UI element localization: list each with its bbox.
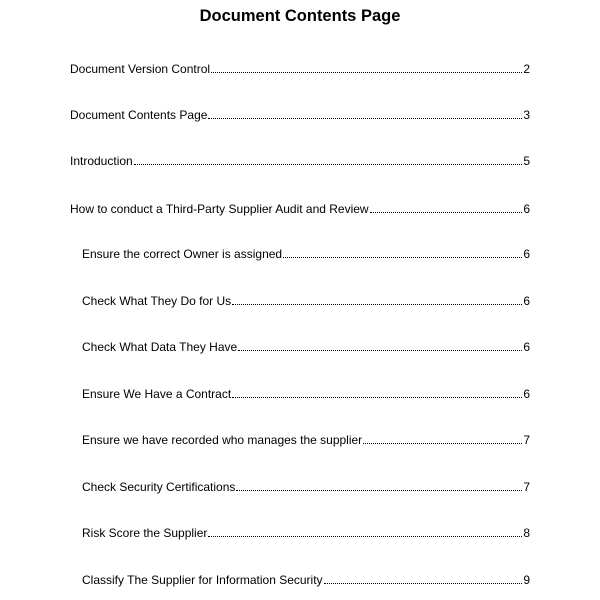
- toc-entry-page-number: 7: [523, 433, 530, 447]
- dot-leader: [232, 386, 522, 402]
- toc-entry-page-number: 3: [523, 108, 530, 122]
- toc-entry-label: Document Contents Page: [70, 108, 208, 122]
- dot-leader: [283, 246, 522, 262]
- dot-leader: [134, 153, 523, 169]
- toc-entry-label: Introduction: [70, 154, 133, 168]
- toc-entry-security-certifications[interactable]: [82, 479, 530, 495]
- toc-entry-document-contents-page[interactable]: [70, 107, 530, 123]
- page-title: Document Contents Page: [199, 7, 401, 25]
- dot-leader: [324, 572, 523, 588]
- toc-entry-page-number: 6: [523, 340, 530, 354]
- toc-entry-page-number: 6: [523, 247, 530, 261]
- toc-entry-what-they-do[interactable]: [82, 293, 530, 309]
- toc-entry-label: Classify The Supplier for Information Security: [82, 573, 323, 587]
- toc-entry-page-number: 6: [523, 294, 530, 308]
- toc-entry-what-data[interactable]: [82, 339, 530, 355]
- toc-entry-classify-supplier[interactable]: [82, 572, 530, 588]
- toc-entry-page-number: 5: [523, 154, 530, 168]
- dot-leader: [370, 201, 523, 217]
- toc-entry-page-number: 8: [523, 526, 530, 540]
- toc-entry-label: Check What They Do for Us: [82, 294, 232, 308]
- toc-entry-label: Ensure we have recorded who manages the supplier: [82, 433, 363, 447]
- toc-entry-page-number: 7: [523, 480, 530, 494]
- toc-entry-page-number: 6: [523, 202, 530, 216]
- toc-entry-label: Ensure the correct Owner is assigned: [82, 247, 283, 261]
- toc-entry-document-version-control[interactable]: [70, 61, 530, 77]
- dot-leader: [238, 339, 522, 355]
- toc-entry-page-number: 6: [523, 387, 530, 401]
- toc-entry-label: Check What Data They Have: [82, 340, 238, 354]
- dot-leader: [211, 61, 522, 77]
- toc-entry-label: Risk Score the Supplier: [82, 526, 208, 540]
- toc-entry-risk-score[interactable]: [82, 525, 530, 541]
- toc-entry-supplier-audit-review[interactable]: [70, 201, 530, 217]
- toc-entry-page-number: 2: [523, 62, 530, 76]
- dot-leader: [208, 107, 522, 123]
- toc-entry-page-number: 9: [523, 573, 530, 587]
- dot-leader: [208, 525, 522, 541]
- toc-entry-supplier-manager[interactable]: [82, 432, 530, 448]
- dot-leader: [236, 479, 522, 495]
- toc-entry-introduction[interactable]: [70, 153, 530, 169]
- toc-entry-label: Document Version Control: [70, 62, 211, 76]
- toc-entry-label: Check Security Certifications: [82, 480, 236, 494]
- toc-entry-contract[interactable]: [82, 386, 530, 402]
- dot-leader: [232, 293, 522, 309]
- dot-leader: [363, 432, 522, 448]
- toc-entry-owner-assigned[interactable]: [82, 246, 530, 262]
- toc-entry-label: How to conduct a Third-Party Supplier Audit and Review: [70, 202, 369, 216]
- toc-entry-label: Ensure We Have a Contract: [82, 387, 232, 401]
